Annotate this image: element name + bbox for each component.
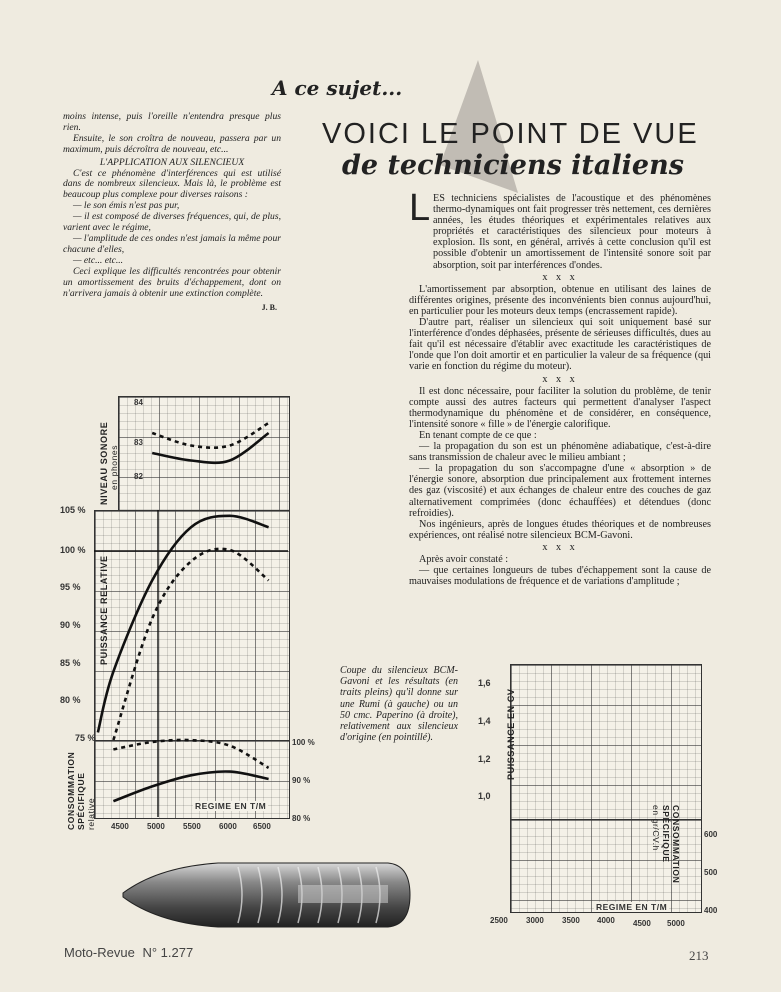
left-list-item: — etc... etc... xyxy=(73,254,124,266)
issue-number: N° 1.277 xyxy=(142,945,194,960)
article-paragraph: Nos ingénieurs, après de longues études théoriques et de nombreuses expériences, ont réalisé notre silencieux BCM-Gavoni. xyxy=(409,518,711,541)
noise-tick: 84 xyxy=(134,398,143,407)
left-paragraph: moins intense, puis l'oreille n'entendra presque plus rien. xyxy=(63,111,281,133)
right-consumption-axis-label: CONSOMMATION xyxy=(671,805,681,884)
left-list-item: — l'amplitude de ces ondes n'est jamais la même pour chacune d'elles, xyxy=(63,232,281,255)
x-axis-label: REGIME EN T/M xyxy=(195,801,267,811)
consumption-axis-label: CONSOMMATION xyxy=(66,751,76,830)
footer-magazine xyxy=(64,945,193,960)
signature: J. B. xyxy=(261,303,277,313)
article-paragraph: ES techniciens spécialistes de l'acoustique et des phénomènes thermo-dynamiques ont fait progresser très nettement, ces dernières années, les études théoriques et expérimentales relatives aux propriétés et caractéristiques des silencieux pour moteurs à explosion. Ils sont, en général, arrivés à cette conclusion qu'il est possible d'obtenir un amortissement de l'intensité sonore soit par absorption, soit par interférences d'ondes. xyxy=(433,193,711,271)
power-tick: 105 % xyxy=(60,505,86,515)
left-paragraph: C'est ce phénomène d'interférences qui est utilisé dans de nombreux silencieux. Mais là, le problème est beaucoup plus complexe pour diverses raisons : xyxy=(63,167,281,201)
muffler-illustration xyxy=(118,855,418,935)
power-tick: 100 % xyxy=(60,545,86,555)
article-paragraph: — la propagation du son est un phénomène adiabatique, c'est-à-dire sans transmission de chaleur avec le milieu ambiant ; xyxy=(409,441,711,464)
right-x-tick: 5000 xyxy=(667,919,685,928)
power-curves xyxy=(98,516,269,740)
power-tick: 80 % xyxy=(60,695,81,705)
right-power-tick: 1,6 xyxy=(478,678,491,688)
article-paragraph: L'amortissement par absorption, obtenue en utilisant des laines de différentes origines, présente des inconvénients bien connus aujourd'hui, en particulier pour les moteurs deux temps (encrassement rapide). xyxy=(409,283,711,317)
series-line-solid xyxy=(113,771,268,801)
separator: x x x xyxy=(542,373,578,385)
consumption-curves xyxy=(113,740,268,801)
noise-tick: 83 xyxy=(134,438,143,447)
right-power-tick: 1,2 xyxy=(478,754,491,764)
article-kicker: A ce sujet... xyxy=(272,76,403,100)
x-tick: 4500 xyxy=(111,822,129,831)
left-list-item: — il est composé de diverses fréquences, qui, de plus, varient avec le régime, xyxy=(63,211,281,234)
article-paragraph: — que certaines longueurs de tubes d'échappement sont la cause de mauvaises modulations de fréquence et de variations d'amplitude ; xyxy=(409,565,711,588)
article-subtitle: de techniciens italiens xyxy=(342,150,684,181)
power-tick: 85 % xyxy=(60,658,81,668)
series-line-dotted xyxy=(152,423,268,448)
right-x-tick: 2500 xyxy=(490,916,508,925)
right-consumption-axis-label: en gr/CV.h xyxy=(651,805,661,851)
right-x-tick: 4500 xyxy=(633,919,651,928)
noise-axis-label: NIVEAU SONORE xyxy=(99,421,109,505)
series-line-dotted xyxy=(113,549,268,740)
x-tick: 5500 xyxy=(183,822,201,831)
left-list-item: — le son émis n'est pas pur, xyxy=(73,200,180,212)
left-paragraph: Ensuite, le son croîtra de nouveau, passera par un maximum, puis décroîtra de nouveau, etc... xyxy=(63,132,281,155)
x-tick: 6500 xyxy=(253,822,271,831)
consumption-tick: 90 % xyxy=(292,776,311,785)
article-paragraph: En tenant compte de ce que : xyxy=(419,429,537,441)
right-power-tick: 1,0 xyxy=(478,791,491,801)
x-tick: 5000 xyxy=(147,822,165,831)
power-tick: 95 % xyxy=(60,582,81,592)
separator: x x x xyxy=(542,541,578,553)
noise-tick: 82 xyxy=(134,472,143,481)
right-consumption-tick: 600 xyxy=(704,830,718,839)
right-consumption-axis-label: SPÉCIFIQUE xyxy=(661,805,671,863)
series-line-solid xyxy=(98,516,269,733)
drop-cap: L xyxy=(409,187,431,229)
right-x-tick: 3500 xyxy=(562,916,580,925)
consumption-tick: 80 % xyxy=(292,814,311,823)
article-paragraph: D'autre part, réaliser un silencieux qui soit uniquement basé sur l'interférence d'ondes déphasées, présente de sérieuses difficultés, dues au fait qu'il est nécessaire d'établir avec exactitude les caractéristiques de l'onde que l'on doit amortir et en particulier la valeur de sa fréquence (qui varie en fonction du régime du moteur). xyxy=(409,317,711,373)
noise-curves xyxy=(152,423,268,463)
article-paragraph: — la propagation du son s'accompagne d'une « absorption » de l'énergie sonore, absorption due principalement aux frottement internes des gaz (viscosité) et aux échanges de chaleur entre des couches de gaz alternativement comprimées (donc échauffées) et détendues (donc refroidies). xyxy=(409,463,711,519)
series-line-dotted xyxy=(113,740,268,768)
left-paragraph: Ceci explique les difficultés rencontrées pour obtenir un amortissement des bruits d'échappement, dont on n'arrivera jamais à obtenir une extinction complète. xyxy=(63,265,281,299)
page-number: 213 xyxy=(689,948,709,963)
left-heading: L'APPLICATION AUX SILENCIEUX xyxy=(99,156,245,168)
right-x-axis-label: REGIME EN T/M xyxy=(596,902,668,912)
separator: x x x xyxy=(542,271,578,283)
power-axis-label: PUISSANCE RELATIVE xyxy=(99,555,109,665)
right-consumption-tick: 400 xyxy=(704,906,718,915)
right-x-tick: 3000 xyxy=(526,916,544,925)
magazine-name: Moto-Revue xyxy=(64,945,135,960)
power-tick: 75 % xyxy=(75,733,96,743)
series-line-solid xyxy=(152,433,268,463)
x-tick: 6000 xyxy=(219,822,237,831)
figure-caption: Coupe du silencieux BCM-Gavoni et les résultats (en traits pleins) qu'il donne sur une Rumi (à gauche) ou un 50 cmc. Paperino (à droite), relativement aux silencieux d'origine (en pointillé). xyxy=(340,665,458,744)
article-title: VOICI LE POINT DE VUE xyxy=(322,118,699,150)
article-paragraph: Après avoir constaté : xyxy=(419,554,509,565)
right-power-axis-label: PUISSANCE EN CV xyxy=(506,688,516,780)
power-tick: 90 % xyxy=(60,620,81,630)
consumption-axis-label: SPÉCIFIQUE xyxy=(76,772,86,830)
noise-axis-unit: en phones xyxy=(109,444,119,490)
right-power-grid xyxy=(510,664,702,821)
consumption-axis-label: relative xyxy=(86,797,96,830)
right-x-tick: 4000 xyxy=(597,916,615,925)
article-paragraph: Il est donc nécessaire, pour faciliter la solution du problème, de tenir compte aussi des autres facteurs qui permettent d'analyser l'aspect thermodynamique du phénomène et de considérer, en conséquence, l'intensité sonore « fille » de l'énergie calorifique. xyxy=(409,385,711,430)
right-power-tick: 1,4 xyxy=(478,716,491,726)
right-consumption-tick: 500 xyxy=(704,868,718,877)
consumption-tick: 100 % xyxy=(292,738,315,747)
